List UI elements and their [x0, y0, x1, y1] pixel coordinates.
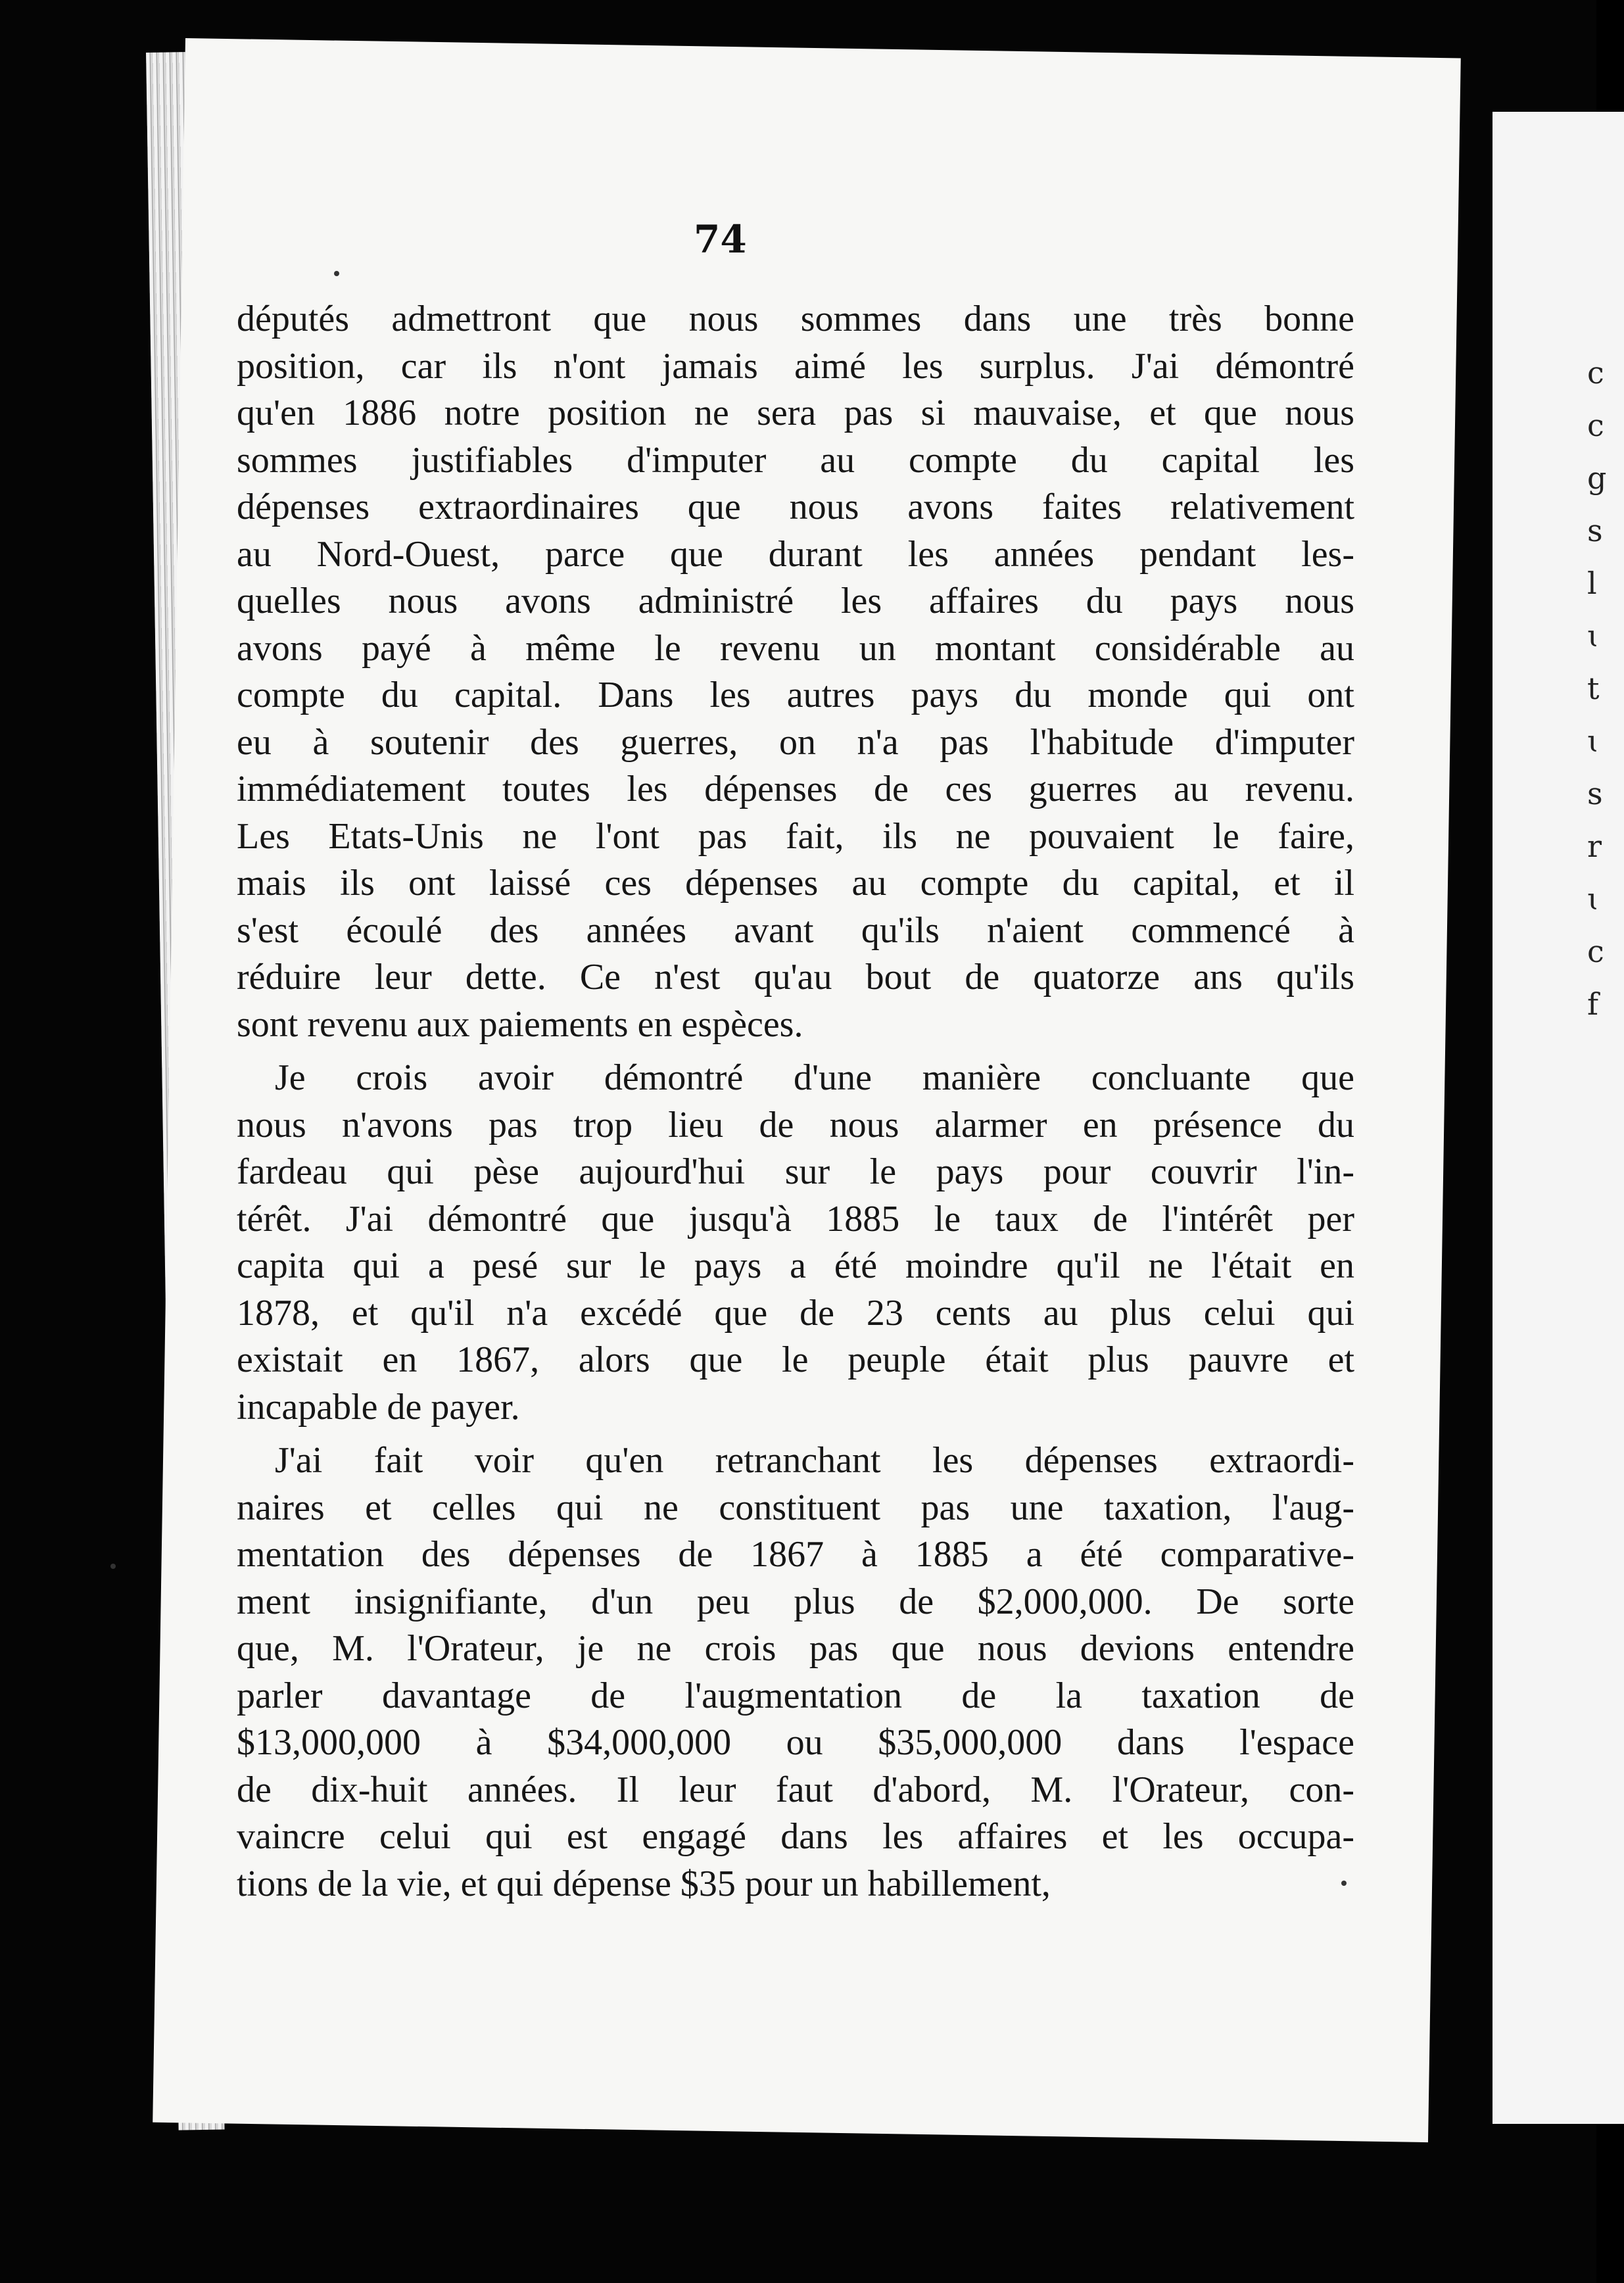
- facing-page-glyph: s: [1587, 513, 1603, 548]
- facing-page-glyph: f: [1587, 986, 1599, 1022]
- margin-speck: [334, 271, 339, 276]
- text-line: que, M. l'Orateur, je ne crois pas que nous devions entendre: [237, 1628, 1354, 1669]
- page-body-text: [237, 296, 1354, 1908]
- text-line: au Nord-Ouest, parce que durant les années pendant les-: [237, 533, 1354, 575]
- page-number: 74: [694, 217, 747, 262]
- margin-speck: [1341, 1881, 1347, 1886]
- text-line: dépenses extraordinaires que nous avons faites relativement: [237, 487, 1354, 527]
- text-line: existait en 1867, alors que le peuple était plus pauvre et: [237, 1339, 1354, 1380]
- facing-page-glyph: l: [1587, 565, 1597, 601]
- text-line: s'est écoulé des années avant qu'ils n'aient commencé à: [237, 909, 1354, 951]
- text-line: Les Etats-Unis ne l'ont pas fait, ils ne pouvaient le faire,: [237, 815, 1354, 857]
- text-line: vaincre celui qui est engagé dans les affaires et les occupa-: [237, 1816, 1354, 1857]
- text-line: sont revenu aux paiements en espèces.: [237, 1003, 803, 1045]
- text-line: J'ai fait voir qu'en retranchant les dépenses extraordi-: [275, 1440, 1354, 1481]
- facing-page-glyph: s: [1587, 776, 1603, 811]
- facing-page-glyph: ɩ: [1587, 723, 1600, 759]
- facing-page-glyph: r: [1587, 829, 1602, 864]
- text-line: térêt. J'ai démontré que jusqu'à 1885 le taux de l'intérêt per: [237, 1198, 1354, 1239]
- facing-page-glyph: t: [1587, 671, 1600, 706]
- text-line: capita qui a pesé sur le pays a été moindre qu'il ne l'était en: [237, 1245, 1354, 1286]
- margin-speck: [110, 1564, 116, 1569]
- text-line: naires et celles qui ne constituent pas une taxation, l'aug-: [237, 1487, 1354, 1528]
- text-line: réduire leur dette. Ce n'est qu'au bout de quatorze ans qu'ils: [237, 957, 1354, 997]
- text-line: immédiatement toutes les dépenses de ces guerres au revenu.: [237, 769, 1354, 809]
- text-line: tions de la vie, et qui dépense $35 pour un habillement,: [237, 1863, 1051, 1904]
- text-line: parler davantage de l'augmentation de la taxation de: [237, 1675, 1354, 1716]
- text-line: mais ils ont laissé ces dépenses au compte du capital, et il: [237, 863, 1354, 903]
- text-line: avons payé à même le revenu un montant considérable au: [237, 627, 1354, 669]
- text-line: quelles nous avons administré les affaires du pays nous: [237, 581, 1354, 621]
- text-line: fardeau qui pèse aujourd'hui sur le pays pour couvrir l'in-: [237, 1151, 1354, 1192]
- paragraph-gap: [237, 1048, 1354, 1055]
- text-line: position, car ils n'ont jamais aimé les surplus. J'ai démontré: [237, 345, 1354, 387]
- text-line: qu'en 1886 notre position ne sera pas si mauvaise, et que nous: [237, 393, 1354, 433]
- text-line: de dix-huit années. Il leur faut d'abord, M. l'Orateur, con-: [237, 1769, 1354, 1810]
- facing-page-glyph: c: [1587, 408, 1604, 443]
- text-line: sommes justifiables d'imputer au compte du capital les: [237, 439, 1354, 481]
- facing-page-fragment: [1493, 112, 1624, 2124]
- facing-page-glyph: g: [1587, 460, 1607, 496]
- text-line: Je crois avoir démontré d'une manière concluante que: [275, 1057, 1354, 1098]
- text-line: incapable de payer.: [237, 1386, 520, 1428]
- text-line: compte du capital. Dans les autres pays du monde qui ont: [237, 675, 1354, 715]
- text-line: ment insignifiante, d'un peu plus de $2,000,000. De sorte: [237, 1581, 1354, 1622]
- facing-page-glyph: c: [1587, 355, 1604, 391]
- text-line: mentation des dépenses de 1867 à 1885 a été comparative-: [237, 1534, 1354, 1575]
- paragraph-gap: [237, 1431, 1354, 1437]
- facing-page-glyph: c: [1587, 934, 1604, 969]
- text-line: nous n'avons pas trop lieu de nous alarmer en présence du: [237, 1104, 1354, 1145]
- text-line: $13,000,000 à $34,000,000 ou $35,000,000 dans l'espace: [237, 1722, 1354, 1763]
- text-line: députés admettront que nous sommes dans une très bonne: [237, 299, 1354, 339]
- facing-page-glyph: ɩ: [1587, 881, 1600, 917]
- text-line: 1878, et qu'il n'a excédé que de 23 cents au plus celui qui: [237, 1292, 1354, 1334]
- text-line: eu à soutenir des guerres, on n'a pas l'habitude d'imputer: [237, 721, 1354, 763]
- facing-page-glyph: ɩ: [1587, 618, 1600, 654]
